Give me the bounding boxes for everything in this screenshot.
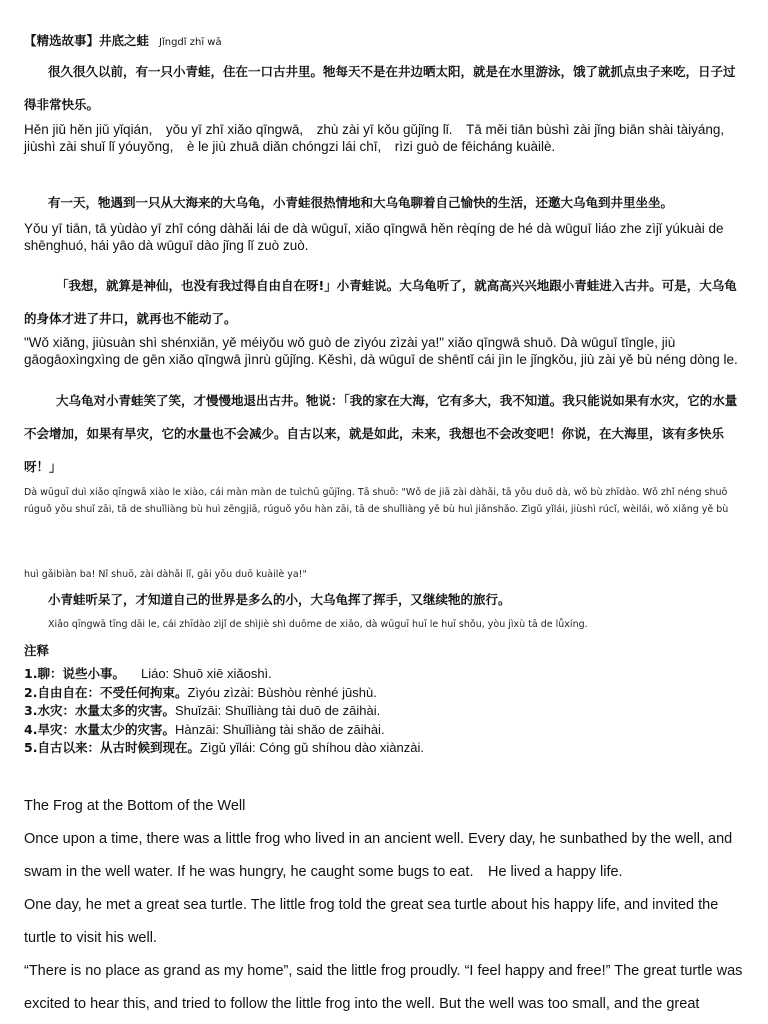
english-paragraph-1: Once upon a time, there was a little frog who lived in an ancient well. Every day, he sunbathed by the well, and swam in the well water. If he was hungry, he caught some bugs to eat. He lived a happy life. [24,831,733,880]
notes-heading: 注释 [24,643,50,658]
note-item: 4.旱灾：水量太少的灾害。Hànzāi: Shuǐliàng tài shǎo de zāihài. [24,721,385,737]
note-item: 1.聊：说些小事。 Liáo: Shuō xiē xiǎoshì. [24,666,272,681]
title-pinyin: Jǐngdǐ zhī wā [159,37,222,48]
story-title [24,30,744,50]
paragraph-4-pinyin-part-1: Dà wūguī duì xiǎo qīngwā xiào le xiào, cái màn màn de tuìchū gǔjǐng. Tā shuō: "Wǒ de jiā zài dàhǎi, tā yǒu duō dà, wǒ bù zhīdào. Wǒ zhǐ néng shuō rúguǒ yǒu shuǐ zāi, tā de shuǐliàng bù huì zēngjiā, rúguǒ yǒu hàn zāi, tā de shuǐliàng yě bù huì jiǎnshǎo. Zìgǔ yǐlái, jiùshì rúcǐ, wèilái, wǒ xiǎng yě bù [24,487,729,515]
note-item: 2.自由自在：不受任何拘束。Zìyóu zìzài: Bùshòu rènhé jūshù. [24,684,377,700]
paragraph-1-chinese: 很久很久以前，有一只小青蛙，住在一口古井里。牠每天不是在井边晒太阳，就是在水里游泳，饿了就抓点虫子来吃，日子过得非常快乐。 [24,64,736,112]
english-title: The Frog at the Bottom of the Well [24,798,246,814]
notes-list [24,665,744,758]
paragraph-3-chinese: 「我想，就算是神仙，也没有我过得自由自在呀!」小青蛙说。大乌龟听了，就高高兴兴地跟小青蛙进入古井。可是，大乌龟的身体才进了井口，就再也不能动了。 [24,278,737,326]
paragraph-4-chinese: 大乌龟对小青蛙笑了笑，才慢慢地退出古井。牠说：「我的家在大海，它有多大，我不知道。我只能说如果有水灾，它的水量不会增加，如果有旱灾，它的水量也不会减少。自古以来，就是如此，未来，我想也不会改变吧！你说，在大海里，该有多快乐呀！」 [24,393,738,474]
paragraph-5-pinyin: Xiǎo qīngwā tīng dāi le, cái zhīdào zìjǐ de shìjiè shì duōme de xiǎo, dà wūguī huī le huī shǒu, yòu jìxù tā de lǚxíng. [48,619,588,630]
english-paragraph-3: “There is no place as grand as my home”, said the little frog proudly. “I feel happy and free!” The great turtle was excited to hear this, and tried to follow the little frog into the well. But the well was too small, and the great [24,963,743,1012]
english-paragraph-2: One day, he met a great sea turtle. The little frog told the great sea turtle about his happy life, and invited the turtle to visit his well. [24,897,719,946]
paragraph-2-pinyin: Yǒu yī tiān, tā yùdào yī zhī cóng dàhǎi lái de dà wūguī, xiǎo qīngwā hěn rèqíng de hé dà wūguī liáo zhe zìjǐ yúkuài de shēnghuó, hái yāo dà wūguī dào jǐng lǐ zuò zuò. [24,221,724,253]
paragraph-3-pinyin: "Wǒ xiǎng, jiùsuàn shì shénxiān, yě méiyǒu wǒ guò de zìyóu zìzài ya!" xiǎo qīngwā shuō. Dà wūguī tīngle, jiù gāogāoxìngxìng de gēn xiǎo qīngwā jìnrù gǔjǐng. Kěshì, dà wūguī de shēntǐ cái jìn le jǐngkǒu, jiù zài yě bù néng dòng le. [24,335,738,367]
title-chinese: 【精选故事】井底之蛙 [24,33,150,48]
paragraph-2-chinese: 有一天，牠遇到一只从大海来的大乌龟，小青蛙很热情地和大乌龟聊着自己愉快的生活，还邀大乌龟到井里坐坐。 [48,195,674,210]
note-item: 3.水灾：水量太多的灾害。Shuǐzāi: Shuǐliàng tài duō de zāihài. [24,703,381,718]
paragraph-5-chinese: 小青蛙听呆了，才知道自己的世界是多么的小，大乌龟挥了挥手，又继续牠的旅行。 [48,592,511,607]
note-item: 5.自古以来：从古时候到现在。Zìgǔ yǐlái: Cóng gǔ shíhou dào xiànzài. [24,740,424,755]
paragraph-4-pinyin-part-2: huì gǎibiàn ba! Nǐ shuō, zài dàhǎi lǐ, gāi yǒu duō kuàilè ya!" [24,569,307,580]
paragraph-1-pinyin: Hěn jiǔ hěn jiǔ yǐqián, yǒu yī zhī xiǎo qīngwā, zhù zài yī kǒu gǔjǐng lǐ. Tā měi tiān bùshì zài jǐng biān shài tàiyáng, jiùshì zài shuǐ lǐ yóuyǒng, è le jiù zhuā diǎn chóngzi lái chī, rìzi guò de fēicháng kuàilè. [24,122,725,154]
